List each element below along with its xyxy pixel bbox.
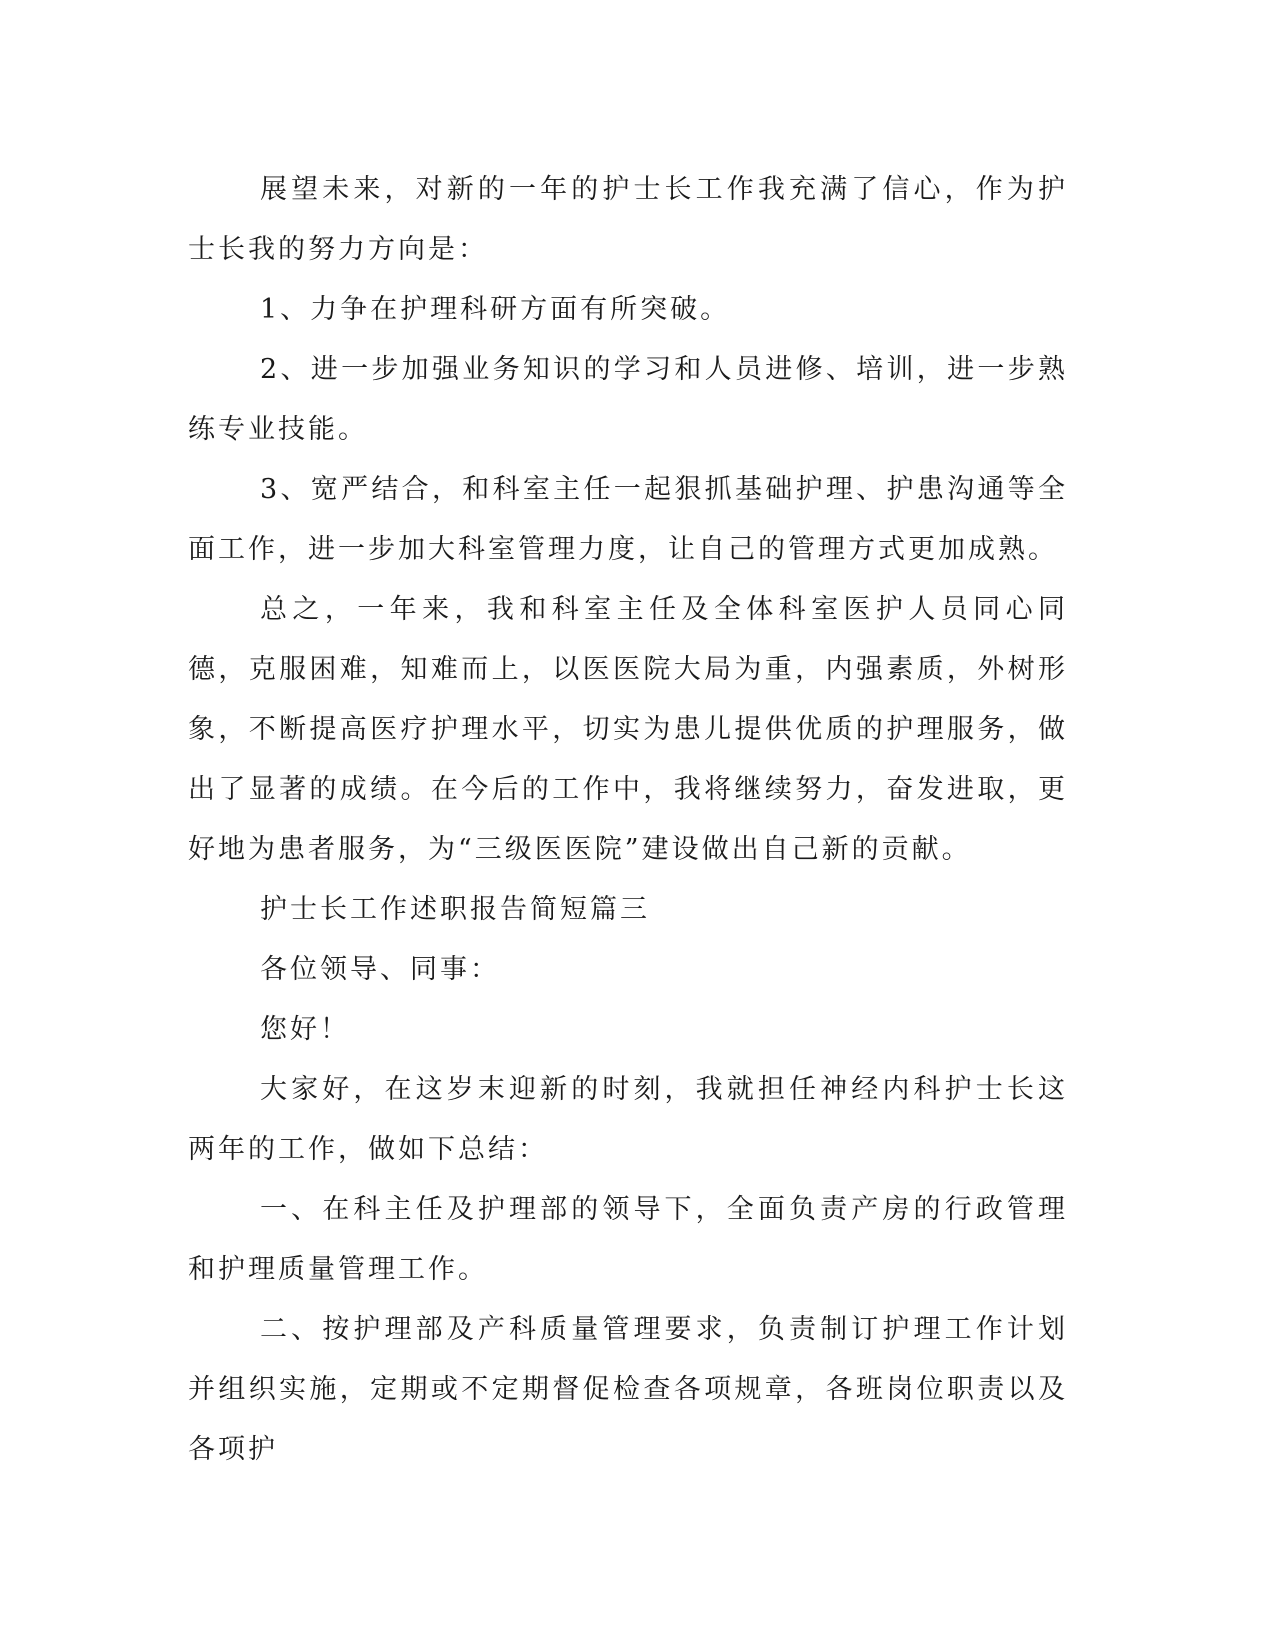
- paragraph-outlook: 展望未来，对新的一年的护士长工作我充满了信心，作为护士长我的努力方向是：: [188, 174, 1068, 265]
- paragraph-intro: 大家好，在这岁末迎新的时刻，我就担任神经内科护士长这两年的工作，做如下总结：: [188, 1074, 1068, 1165]
- paragraph-point-2: 二、按护理部及产科质量管理要求，负责制订护理工作计划并组织实施，定期或不定期督促检查各项规章，各班岗位职责以及各项护: [188, 1314, 1068, 1465]
- salutation: 各位领导、同事：: [260, 954, 500, 985]
- document-body: [188, 160, 1068, 1480]
- section-heading: 护士长工作述职报告简短篇三: [260, 894, 650, 925]
- paragraph-summary: 总之，一年来，我和科室主任及全体科室医护人员同心同德，克服困难，知难而上，以医医院大局为重，内强素质，外树形象，不断提高医疗护理水平，切实为患儿提供优质的护理服务，做出了显著的成绩。在今后的工作中，我将继续努力，奋发进取，更好地为患者服务，为“三级医医院”建设做出自己新的贡献。: [188, 594, 1068, 865]
- greeting: 您好！: [260, 1014, 350, 1045]
- paragraph-point-1: 一、在科主任及护理部的领导下，全面负责产房的行政管理和护理质量管理工作。: [188, 1194, 1068, 1285]
- paragraph-item-2: 2、进一步加强业务知识的学习和人员进修、培训，进一步熟练专业技能。: [188, 354, 1068, 445]
- paragraph-item-3: 3、宽严结合，和科室主任一起狠抓基础护理、护患沟通等全面工作，进一步加大科室管理力度，让自己的管理方式更加成熟。: [188, 474, 1068, 565]
- paragraph-item-1: 1、力争在护理科研方面有所突破。: [260, 294, 731, 325]
